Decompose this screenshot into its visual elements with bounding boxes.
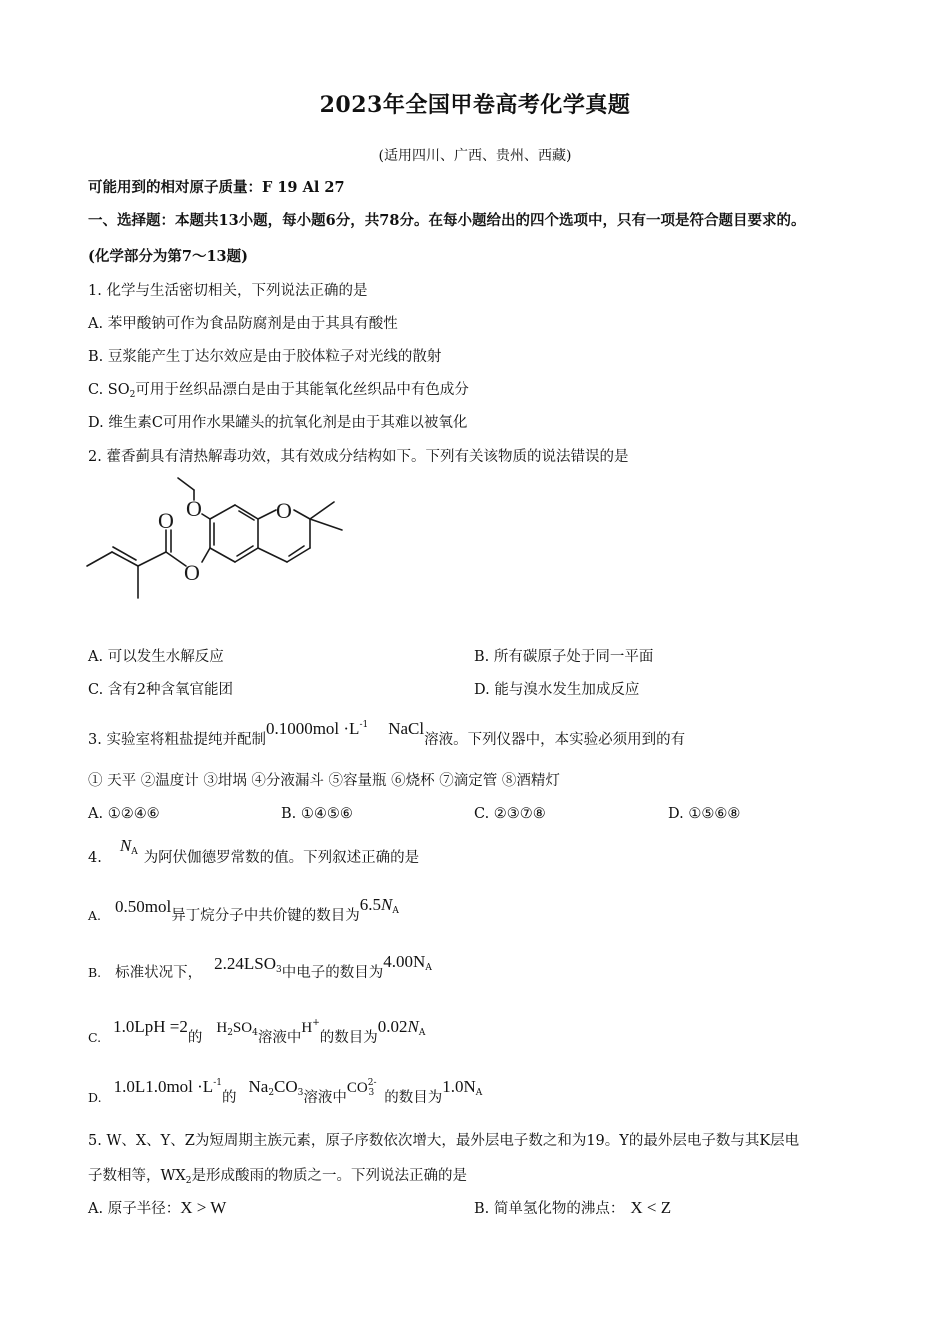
q3-items: ① 天平 ②温度计 ③坩埚 ④分液漏斗 ⑤容量瓶 ⑥烧杯 ⑦滴定管 ⑧酒精灯 bbox=[88, 773, 560, 789]
q1-option-b: B. 豆浆能产生丁达尔效应是由于胶体粒子对光线的散射 bbox=[88, 349, 442, 365]
ring-o-label: O bbox=[276, 498, 292, 523]
section-heading: 一、选择题：本题共13小题，每小题6分，共78分。在每小题给出的四个选项中，只有一项是符合题目要求的。 bbox=[88, 212, 806, 229]
carbonyl-o-label: O bbox=[158, 508, 174, 533]
q1-option-a: A. 苯甲酸钠可作为食品防腐剂是由于其具有酸性 bbox=[88, 316, 398, 332]
q2-option-a: A. 可以发生水解反应 bbox=[88, 649, 224, 665]
chemical-structure-diagram bbox=[82, 476, 362, 606]
q4-option-d: $D.1.0L1.0mol \cdot L^{-1}$的$Na^2CO^3$溶液中CO$^{2-3}$ 的数目为$1.0N^A$ bbox=[88, 1077, 483, 1106]
q3-option-a: A. ①②④⑥ bbox=[88, 806, 160, 822]
page-title: 2023年全国甲卷高考化学真题 bbox=[319, 92, 631, 118]
q5-stem-line1: 5. W、X、Y、Z为短周期主族元素，原子序数依次增大，最外层电子数之和为19。Y的最外层电子数与其K层电 bbox=[88, 1133, 800, 1149]
q2-option-b: B. 所有碳原子处于同一平面 bbox=[474, 649, 654, 665]
atomic-masses: 可能用到的相对原子质量：F 19 Al 27 bbox=[88, 179, 345, 196]
q3-option-b: B. ①④⑤⑥ bbox=[281, 806, 353, 822]
q3-option-d: D. ①⑤⑥⑧ bbox=[668, 806, 741, 822]
q5-option-b: B. 简单氢化物的沸点： X < Z bbox=[474, 1198, 672, 1217]
q3-stem: 3. 实验室将粗盐提纯并配制$0.1000mol \cdot L^{-1}$ NaCl溶液。下列仪器中，本实验必须用到的有 bbox=[88, 719, 686, 748]
q5-stem-line2: 子数相等，$WX_2$是形成酸雨的物质之一。下列说法正确的是 bbox=[88, 1168, 467, 1186]
q1-option-c: C. $SO_2$可用于丝织品漂白是由于其能氧化丝织品中有色成分 bbox=[88, 382, 469, 400]
q4-option-b: B. 标准状况下， 2.24LSO$^3$中电子的数目为$4.00N^A$ bbox=[88, 952, 432, 981]
q3-option-c: C. ②③⑦⑧ bbox=[474, 806, 546, 822]
page-subtitle: (适用四川、广西、贵州、西藏) bbox=[378, 148, 572, 164]
methoxy-o-label: O bbox=[186, 496, 202, 521]
chemistry-note: (化学部分为第7～13题) bbox=[88, 248, 248, 265]
q4-option-a: A. 0.50mol异丁烷分子中共价键的数目为$6.5N^A$ bbox=[88, 895, 399, 924]
q1-option-d: D. 维生素C可用作水果罐头的抗氧化剂是由于其难以被氧化 bbox=[88, 415, 468, 431]
q4-option-c: C.1.0LpH =2的$H^2SO^4$溶液中H+的数目为$0.02N^A$ bbox=[88, 1017, 426, 1046]
q4-stem: $4.N^A$ 为阿伏伽德罗常数的值。下列叙述正确的是 bbox=[88, 836, 420, 866]
q2-stem: 2. 藿香蓟具有清热解毒功效，其有效成分结构如下。下列有关该物质的说法错误的是 bbox=[88, 449, 629, 465]
q2-option-c: C. 含有2种含氧官能团 bbox=[88, 682, 234, 698]
q5-option-a: A. 原子半径：X > W bbox=[88, 1198, 227, 1217]
q1-stem: 1. 化学与生活密切相关，下列说法正确的是 bbox=[88, 283, 368, 299]
q2-option-d: D. 能与溴水发生加成反应 bbox=[474, 682, 640, 698]
ester-o-label: O bbox=[184, 560, 200, 585]
